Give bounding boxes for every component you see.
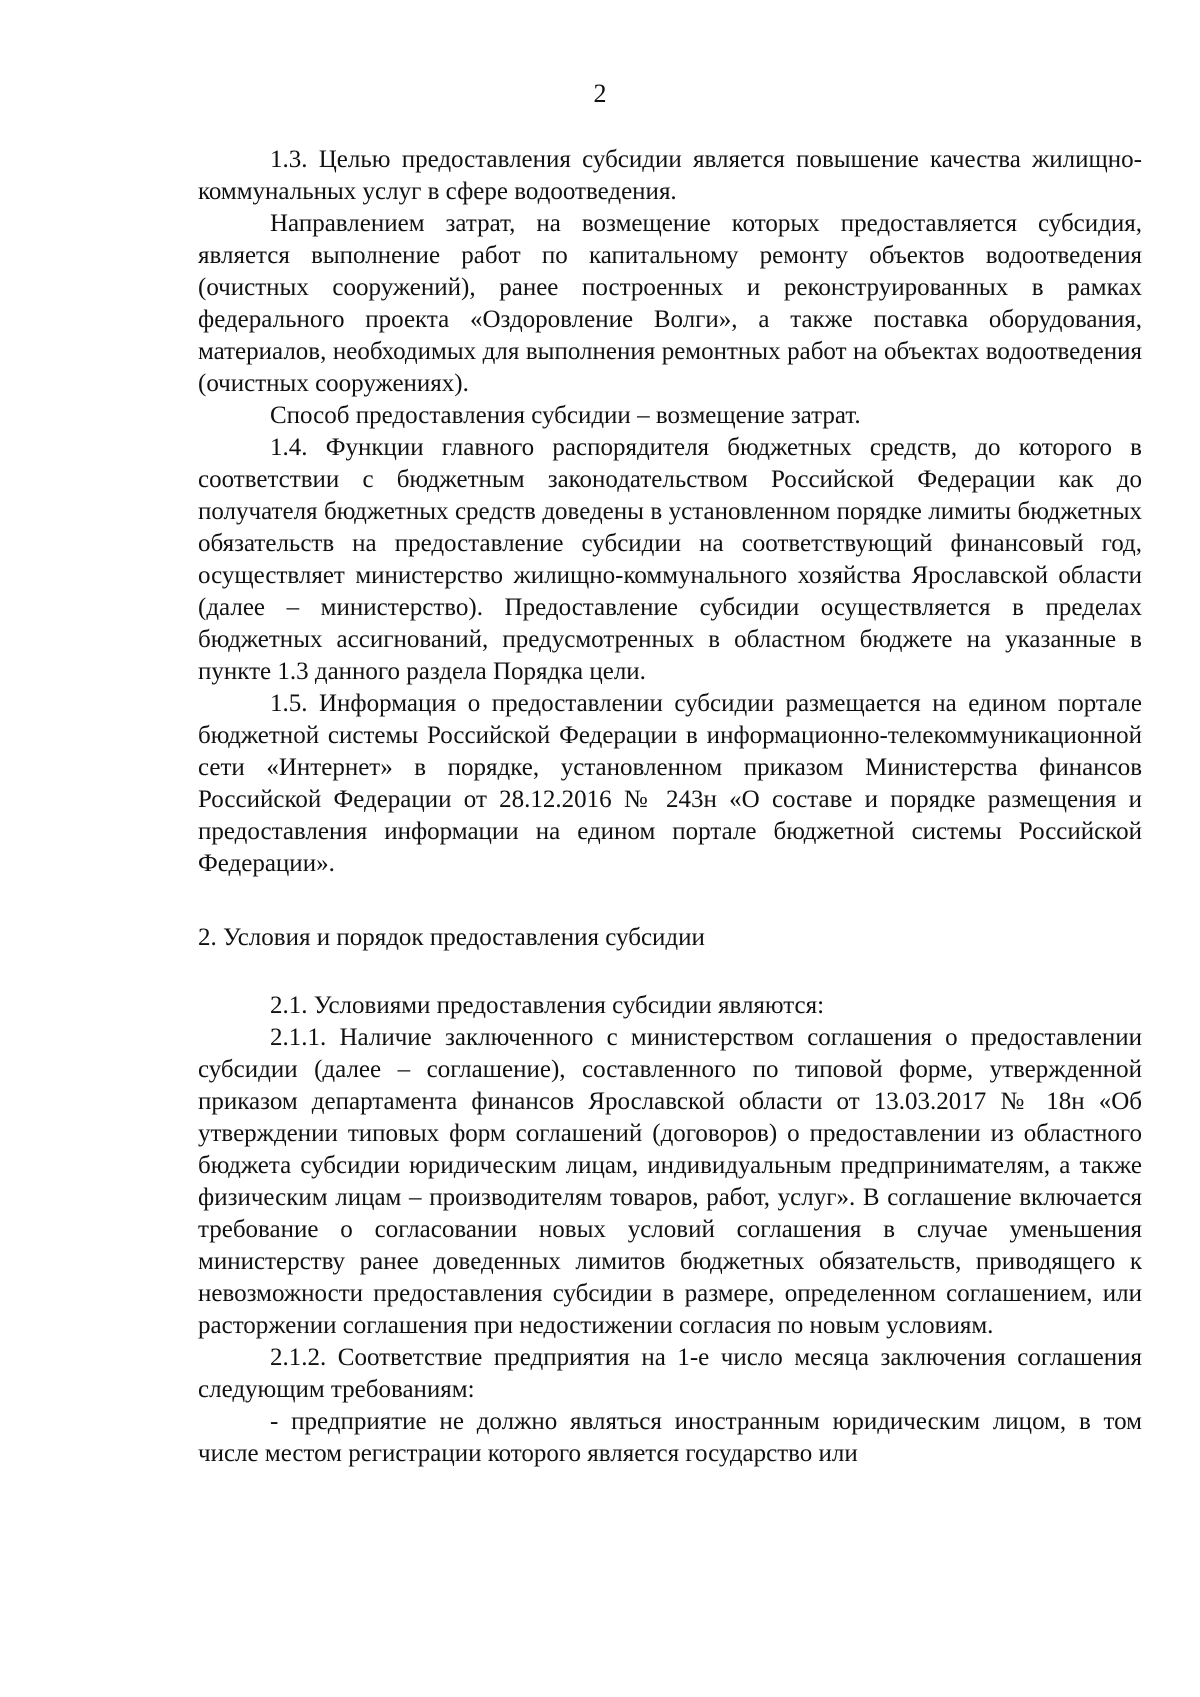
section-heading: 2. Условия и порядок предоставления субсидии — [198, 924, 705, 951]
document-body — [198, 144, 1142, 1470]
paragraph-cost-direction: Направлением затрат, на возмещение которых предоставляется субсидия, является выполнение работ по капитальному ремонту объектов водоотведения (очистных сооружений), ранее построенных и реконструированных в рамках федерального проекта «Оздоровление Волги», а также поставка оборудования, материалов, необходимых для выполнения ремонтных работ на объектах водоотведения (очистных сооружениях). — [198, 210, 1142, 397]
page-number: 2 — [593, 79, 607, 108]
paragraph-1-4: 1.4. Функции главного распорядителя бюджетных средств, до которого в соответствии с бюджетным законодательством Российской Федерации как до получателя бюджетных средств доведены в установленном порядке лимиты бюджетных обязательств на предоставление субсидии на соответствующий финансовый год, осуществляет министерство жилищно-коммунального хозяйства Ярославской области (далее – министерство). Предоставление субсидии осуществляется в пределах бюджетных ассигнований, предусмотренных в областном бюджете на указанные в пункте 1.3 данного раздела Порядка цели. — [198, 434, 1142, 685]
paragraph-2-1-1: 2.1.1. Наличие заключенного с министерством соглашения о предоставлении субсидии (далее – соглашение), составленного по типовой форме, утвержденной приказом департамента финансов Ярославской области от 13.03.2017 № 18н «Об утверждении типовых форм соглашений (договоров) о предоставлении из областного бюджета субсидии юридическим лицам, индивидуальным предпринимателям, а также физическим лицам – производителям товаров, работ, услуг». В соглашение включается требование о согласовании новых условий соглашения в случае уменьшения министерству ранее доведенных лимитов бюджетных обязательств, приводящего к невозможности предоставления субсидии в размере, определенном соглашением, или расторжении соглашения при недостижении согласия по новым условиям. — [198, 1024, 1142, 1339]
paragraph-requirement-foreign-entity: - предприятие не должно являться иностранным юридическим лицом, в том числе местом регистрации которого является государство или — [198, 1408, 1142, 1467]
paragraph-1-5: 1.5. Информация о предоставлении субсидии размещается на едином портале бюджетной системы Российской Федерации в информационно-телекоммуникационной сети «Интернет» в порядке, установленном приказом Министерства финансов Российской Федерации от 28.12.2016 № 243н «О составе и порядке размещения и предоставления информации на едином портале бюджетной системы Российской Федерации». — [198, 690, 1142, 877]
paragraph-2-1: 2.1. Условиями предоставления субсидии являются: — [270, 992, 825, 1019]
paragraph-provision-method: Способ предоставления субсидии – возмещение затрат. — [270, 402, 861, 429]
paragraph-2-1-2: 2.1.2. Соответствие предприятия на 1-е число месяца заключения соглашения следующим требованиям: — [198, 1344, 1142, 1403]
paragraph-1-3: 1.3. Целью предоставления субсидии является повышение качества жилищно-коммунальных услуг в сфере водоотведения. — [198, 146, 1142, 205]
